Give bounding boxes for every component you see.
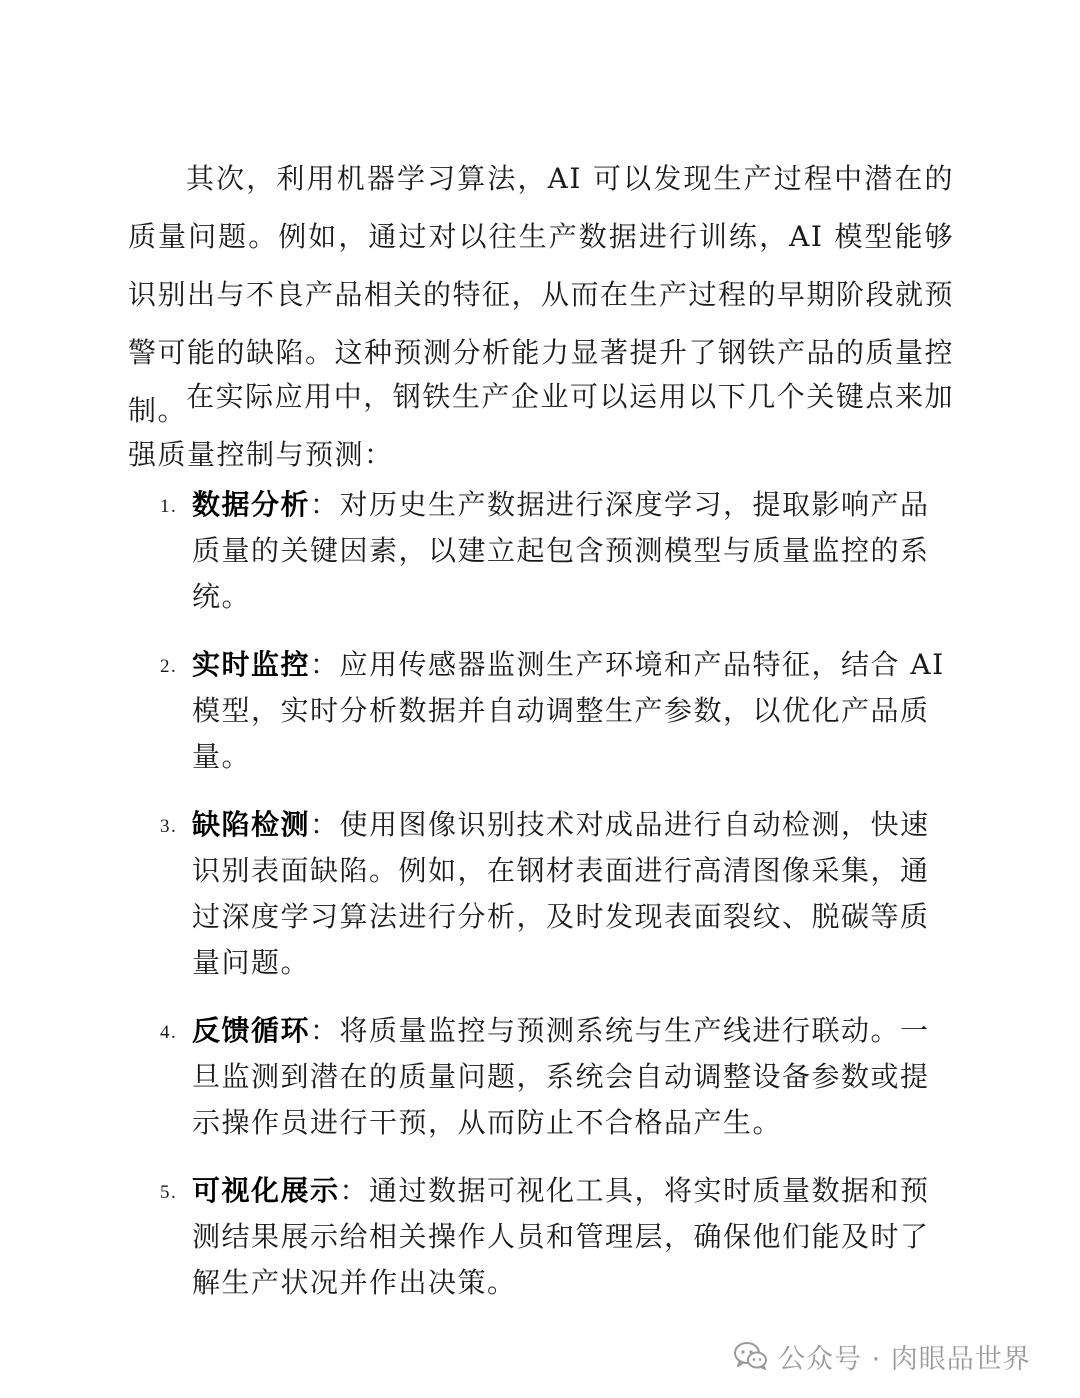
list-number: 4. <box>160 1022 178 1043</box>
list-term: 数据分析 <box>192 488 311 521</box>
list-item <box>128 802 954 986</box>
watermark-text: 公众号 · 肉眼品世界 <box>778 1343 1031 1375</box>
list-text: ：应用传感器监测生产环境和产品特征，结合 AI 模型，实时分析数据并自动调整生产参数，以优化产品质量。 <box>192 648 945 773</box>
list-text: ：使用图像识别技术对成品进行自动检测，快速识别表面缺陷。例如，在钢材表面进行高清图像采集，通过深度学习算法进行分析，及时发现表面裂纹、脱碳等质量问题。 <box>192 808 930 979</box>
list-term: 反馈循环 <box>192 1014 311 1047</box>
list-text: ：对历史生产数据进行深度学习，提取影响产品质量的关键因素，以建立起包含预测模型与质量监控的系统。 <box>192 488 930 613</box>
wechat-icon <box>734 1341 768 1371</box>
list-item <box>128 482 954 620</box>
list-number: 3. <box>160 816 178 837</box>
list-number: 1. <box>160 496 178 517</box>
list-number: 5. <box>160 1182 178 1203</box>
list-item <box>128 1168 954 1306</box>
key-points-list <box>128 482 954 1328</box>
list-number: 2. <box>160 656 178 677</box>
watermark <box>734 1336 1031 1376</box>
paragraph-ai-quality: 其次，利用机器学习算法，AI 可以发现生产过程中潜在的质量问题。例如，通过对以往生产数据进行训练，AI 模型能够识别出与不良产品相关的特征，从而在生产过程的早期阶段就预警可能的缺陷。这种预测分析能力显著提升了钢铁产品的质量控制。 <box>128 162 955 427</box>
list-item <box>128 642 954 780</box>
list-term: 缺陷检测 <box>192 808 311 841</box>
list-text: ：将质量监控与预测系统与生产线进行联动。一旦监测到潜在的质量问题，系统会自动调整设备参数或提示操作员进行干预，从而防止不合格品产生。 <box>192 1014 930 1139</box>
list-item <box>128 1008 954 1146</box>
list-term: 实时监控 <box>192 648 311 681</box>
list-text: ：通过数据可视化工具，将实时质量数据和预测结果展示给相关操作人员和管理层，确保他们能及时了解生产状况并作出决策。 <box>192 1174 930 1299</box>
list-term: 可视化展示 <box>192 1174 340 1207</box>
paragraph-key-points-intro: 在实际应用中，钢铁生产企业可以运用以下几个关键点来加强质量控制与预测： <box>128 380 954 471</box>
